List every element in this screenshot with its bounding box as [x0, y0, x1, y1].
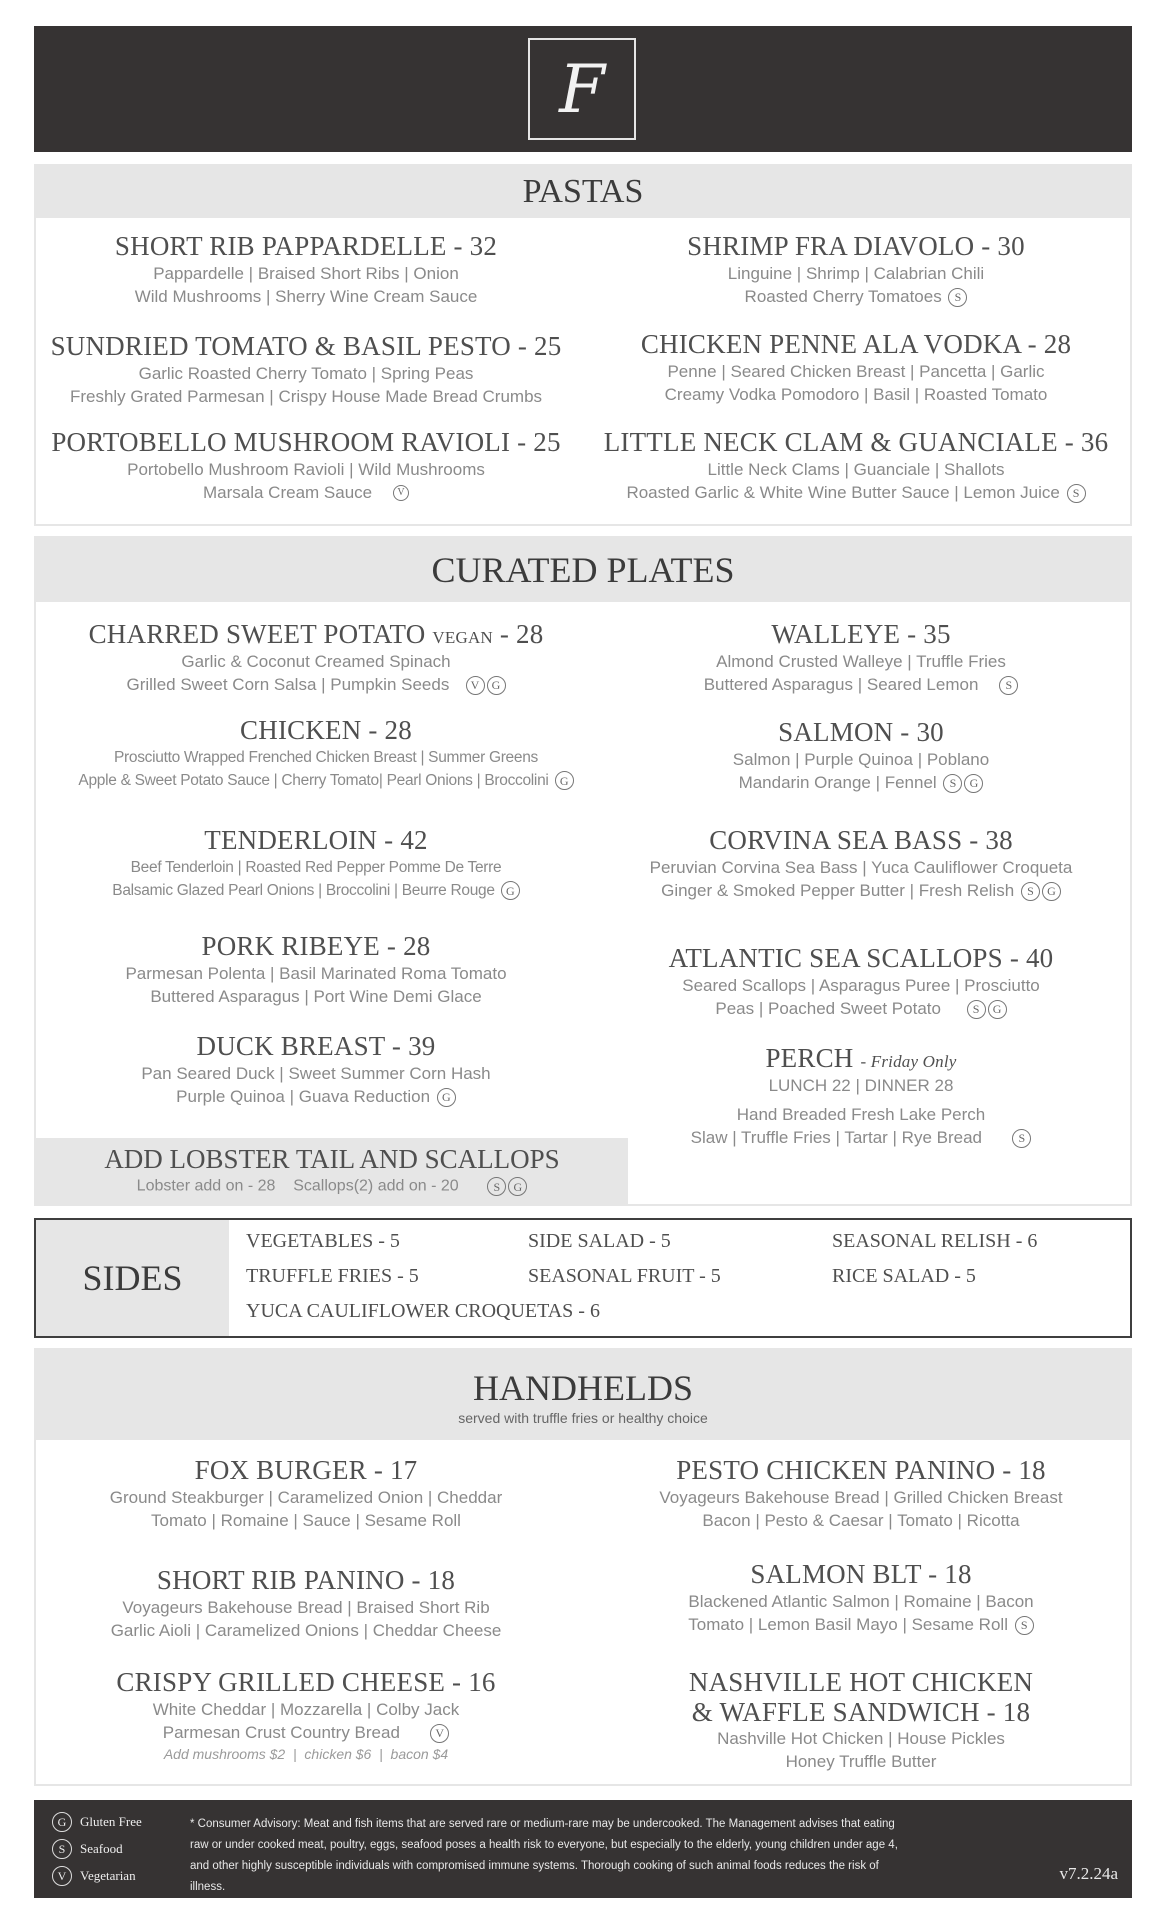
addon-box — [36, 1138, 628, 1206]
footer — [34, 1800, 1132, 1898]
item-title: NASHVILLE HOT CHICKEN — [688, 1667, 1034, 1697]
item-desc: Marsala Cream Sauce — [202, 482, 373, 502]
seafood-icon: S — [1012, 1129, 1031, 1148]
menu-item — [591, 1560, 1131, 1636]
side-item: YUCA CAULIFLOWER CROQUETAS - 6 — [246, 1300, 600, 1322]
menu-item — [591, 718, 1131, 794]
seafood-icon: S — [487, 1177, 506, 1196]
item-title: ATLANTIC SEA SCALLOPS - 40 — [668, 943, 1054, 973]
item-desc: Voyageurs Bakehouse Bread | Braised Short Rib — [122, 1597, 490, 1617]
item-desc: Peruvian Corvina Sea Bass | Yuca Cauliflower Croqueta — [649, 857, 1073, 877]
item-desc: Beef Tenderloin | Roasted Red Pepper Pomme De Terre — [130, 858, 502, 876]
item-desc: Voyageurs Bakehouse Bread | Grilled Chicken Breast — [659, 1487, 1063, 1507]
item-desc: Almond Crusted Walleye | Truffle Fries — [716, 651, 1006, 671]
seafood-icon: S — [1021, 882, 1040, 901]
item-desc: Creamy Vodka Pomodoro | Basil | Roasted Tomato — [664, 384, 1048, 404]
section-subtitle: served with truffle fries or healthy choice — [458, 1410, 708, 1426]
seafood-icon: S — [999, 676, 1018, 695]
item-title: PERCH — [765, 1043, 854, 1073]
gluten-free-icon: G — [52, 1812, 72, 1832]
item-price: LUNCH 22 | DINNER 28 — [768, 1075, 954, 1095]
item-desc: Nashville Hot Chicken | House Pickles — [717, 1729, 1005, 1749]
vegetarian-icon: V — [393, 485, 409, 501]
gluten-free-icon: G — [988, 1000, 1007, 1019]
item-title: CORVINA SEA BASS - 38 — [709, 825, 1013, 855]
pastas-section — [34, 164, 1132, 526]
vegetarian-icon: V — [52, 1866, 72, 1886]
menu-item — [36, 1032, 596, 1108]
menu-item — [36, 332, 576, 408]
item-desc: Freshly Grated Parmesan | Crispy House Made Bread Crumbs — [69, 386, 543, 406]
item-title: WALLEYE - 35 — [771, 619, 951, 649]
item-desc: Tomato | Romaine | Sauce | Sesame Roll — [151, 1510, 461, 1530]
item-note: - Friday Only — [860, 1052, 957, 1071]
menu-header — [34, 26, 1132, 152]
item-desc: Prosciutto Wrapped Frenched Chicken Breast | Summer Greens — [114, 748, 538, 766]
menu-item — [591, 1668, 1131, 1773]
item-desc: Penne | Seared Chicken Breast | Pancetta | Garlic — [667, 361, 1045, 381]
item-desc: Salmon | Purple Quinoa | Poblano — [732, 749, 990, 769]
item-desc: Grilled Sweet Corn Salsa | Pumpkin Seeds — [126, 674, 450, 694]
consumer-advisory: * Consumer Advisory: Meat and fish items that are served rare or medium-rare may be undercooked. The Management advises that eating raw or under cooked meat, poultry, eggs, seafood poses a health risk to everyone, but especially to the elderly, young children under age 4, and other highly susceptible individuals with compromised immune systems. Thorough cooking of such animal foods reduces the risk of illness. — [190, 1818, 898, 1893]
seafood-icon: S — [1067, 484, 1086, 503]
item-desc: Apple & Sweet Potato Sauce | Cherry Tomato| Pearl Onions | Broccolini — [78, 771, 549, 789]
item-desc: Roasted Garlic & White Wine Butter Sauce | Lemon Juice — [626, 482, 1060, 502]
item-desc: Purple Quinoa | Guava Reduction — [176, 1086, 431, 1106]
item-desc: Parmesan Polenta | Basil Marinated Roma Tomato — [125, 963, 507, 983]
item-title: CHICKEN PENNE ALA VODKA - 28 — [640, 329, 1072, 359]
section-heading: CURATED PLATES — [36, 538, 1130, 602]
item-desc: Seared Scallops | Asparagus Puree | Prosciutto — [682, 975, 1040, 995]
legend-vegetarian — [52, 1866, 136, 1886]
item-title: LITTLE NECK CLAM & GUANCIALE - 36 — [603, 427, 1109, 457]
menu-item — [591, 1044, 1131, 1149]
side-item: VEGETABLES - 5 — [246, 1230, 400, 1252]
item-title: TENDERLOIN - 42 — [204, 825, 428, 855]
menu-item — [586, 330, 1126, 406]
item-price: - 28 — [499, 619, 544, 649]
item-desc: Roasted Cherry Tomatoes — [744, 286, 942, 306]
item-title: SHRIMP FRA DIAVOLO - 30 — [687, 231, 1025, 261]
item-desc: Hand Breaded Fresh Lake Perch — [736, 1104, 986, 1124]
logo-letter: F — [559, 50, 605, 128]
menu-item — [591, 1456, 1131, 1532]
item-desc: Pan Seared Duck | Sweet Summer Corn Hash — [141, 1063, 491, 1083]
item-desc: Wild Mushrooms | Sherry Wine Cream Sauce — [134, 286, 478, 306]
vegetarian-icon: V — [430, 1724, 449, 1743]
item-desc: Garlic Aioli | Caramelized Onions | Cheddar Cheese — [110, 1620, 502, 1640]
gluten-free-icon: G — [1042, 882, 1061, 901]
menu-item — [591, 826, 1131, 902]
item-title: FOX BURGER - 17 — [194, 1455, 418, 1485]
legend-label: Vegetarian — [80, 1868, 136, 1883]
section-heading: PASTAS — [36, 166, 1130, 218]
item-desc: Parmesan Crust Country Bread — [162, 1722, 400, 1742]
side-item: TRUFFLE FRIES - 5 — [246, 1265, 419, 1287]
item-desc: Portobello Mushroom Ravioli | Wild Mushrooms — [127, 459, 485, 479]
item-title: SHORT RIB PANINO - 18 — [156, 1565, 456, 1595]
menu-item — [36, 826, 596, 902]
gluten-free-icon: G — [508, 1177, 527, 1196]
menu-item — [36, 1456, 576, 1532]
menu-item — [36, 932, 596, 1008]
addon-title: ADD LOBSTER TAIL AND SCALLOPS — [104, 1144, 560, 1174]
seafood-icon: S — [948, 288, 967, 307]
item-desc: Linguine | Shrimp | Calabrian Chili — [727, 263, 985, 283]
seafood-icon: S — [52, 1839, 72, 1859]
addon-desc: Lobster add on - 28 Scallops(2) add on - 20 — [136, 1177, 459, 1195]
item-title: SHORT RIB PAPPARDELLE - 32 — [114, 231, 498, 261]
legend-seafood — [52, 1839, 123, 1859]
gluten-free-icon: G — [555, 771, 574, 790]
gluten-free-icon: G — [487, 676, 506, 695]
side-item: RICE SALAD - 5 — [832, 1265, 976, 1287]
item-desc: Ground Steakburger | Caramelized Onion | Cheddar — [109, 1487, 503, 1507]
menu-item — [586, 428, 1126, 504]
item-title: CHICKEN - 28 — [240, 715, 412, 745]
seafood-icon: S — [943, 774, 962, 793]
logo — [528, 38, 636, 140]
menu-item — [36, 232, 576, 308]
item-extras: Add mushrooms $2 | chicken $6 | bacon $4 — [163, 1745, 449, 1762]
item-desc: Buttered Asparagus | Seared Lemon — [703, 674, 979, 694]
menu-item — [36, 1668, 576, 1762]
seafood-icon: S — [967, 1000, 986, 1019]
section-heading: SIDES — [36, 1220, 229, 1336]
legend-label: Seafood — [80, 1841, 123, 1856]
item-desc: Balsamic Glazed Pearl Onions | Broccolini | Beurre Rouge — [112, 881, 495, 899]
version-label: v7.2.24a — [1059, 1864, 1118, 1883]
item-title: PORK RIBEYE - 28 — [201, 931, 431, 961]
vegetarian-icon: V — [466, 676, 485, 695]
item-title: SUNDRIED TOMATO & BASIL PESTO - 25 — [50, 331, 562, 361]
item-desc: Garlic & Coconut Creamed Spinach — [181, 651, 451, 671]
item-desc: Blackened Atlantic Salmon | Romaine | Bacon — [688, 1591, 1034, 1611]
menu-item — [591, 620, 1131, 696]
seafood-icon: S — [1015, 1616, 1034, 1635]
item-title: DUCK BREAST - 39 — [196, 1031, 436, 1061]
menu-item — [36, 428, 576, 504]
menu-item — [36, 716, 616, 792]
vegan-tag: VEGAN — [432, 628, 493, 647]
item-desc: Mandarin Orange | Fennel — [738, 772, 937, 792]
section-heading — [36, 1350, 1130, 1440]
item-title: PORTOBELLO MUSHROOM RAVIOLI - 25 — [51, 427, 561, 457]
item-desc: White Cheddar | Mozzarella | Colby Jack — [152, 1699, 460, 1719]
item-desc: Bacon | Pesto & Caesar | Tomato | Ricotta — [702, 1510, 1020, 1530]
legend-label: Gluten Free — [80, 1814, 142, 1829]
side-item: SIDE SALAD - 5 — [528, 1230, 671, 1252]
item-title: CRISPY GRILLED CHEESE - 16 — [116, 1667, 496, 1697]
menu-item — [36, 620, 596, 696]
sides-section — [34, 1218, 1132, 1338]
item-title: CHARRED SWEET POTATO — [88, 619, 426, 649]
gluten-free-icon: G — [437, 1088, 456, 1107]
item-desc: Honey Truffle Butter — [785, 1752, 937, 1772]
item-title-line2: & WAFFLE SANDWICH - 18 — [691, 1696, 1031, 1727]
menu-item — [36, 1566, 576, 1642]
menu-item — [586, 232, 1126, 308]
item-desc: Buttered Asparagus | Port Wine Demi Glace — [150, 986, 482, 1006]
item-desc: Ginger & Smoked Pepper Butter | Fresh Relish — [661, 880, 1015, 900]
section-title: HANDHELDS — [473, 1368, 693, 1408]
side-item: SEASONAL FRUIT - 5 — [528, 1265, 721, 1287]
side-item: SEASONAL RELISH - 6 — [832, 1230, 1038, 1252]
item-desc: Little Neck Clams | Guanciale | Shallots — [707, 459, 1005, 479]
item-desc: Garlic Roasted Cherry Tomato | Spring Peas — [138, 363, 474, 383]
item-title: PESTO CHICKEN PANINO - 18 — [676, 1455, 1046, 1485]
gluten-free-icon: G — [501, 881, 520, 900]
menu-item — [591, 944, 1131, 1020]
item-title: SALMON BLT - 18 — [750, 1559, 972, 1589]
handhelds-section — [34, 1348, 1132, 1786]
item-desc: Pappardelle | Braised Short Ribs | Onion — [153, 263, 459, 283]
item-desc: Slaw | Truffle Fries | Tartar | Rye Bread — [690, 1127, 982, 1147]
item-desc: Peas | Poached Sweet Potato — [715, 998, 941, 1018]
legend-gluten-free — [52, 1812, 142, 1832]
item-title: SALMON - 30 — [778, 717, 944, 747]
item-desc: Tomato | Lemon Basil Mayo | Sesame Roll — [688, 1614, 1008, 1634]
gluten-free-icon: G — [964, 774, 983, 793]
curated-plates-section — [34, 536, 1132, 1206]
